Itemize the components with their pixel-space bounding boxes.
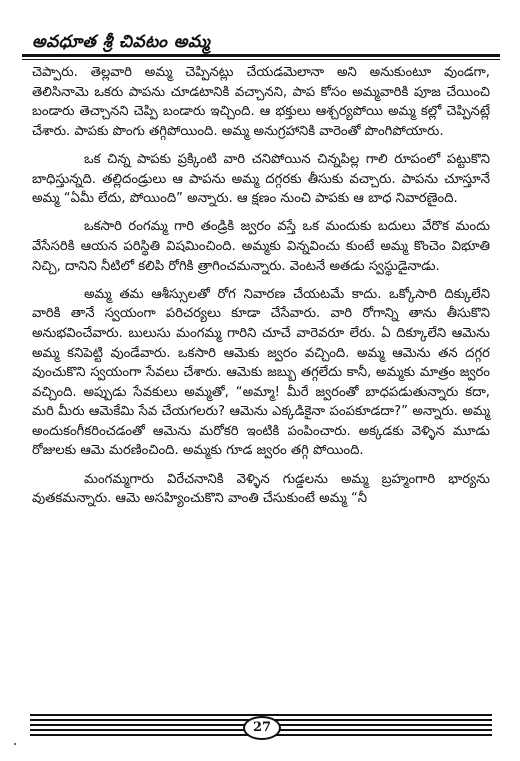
page-footer (30, 710, 492, 746)
paragraph: ఒక చిన్న పాపకు ప్రక్కింటి వారి చనిపోయిన చిన్నపిల్ల గాలి రూపంలో పట్టుకొని బాధిస్తున్నది. తల్లిదండ్రులు ఆ పాపను అమ్మ దగ్గరకు తీసుకు వచ్చారు. పాపను చూస్తూనే అమ్మ “ఏమీ లేదు, పోయింది” అన్నారు. ఆ క్షణం నుంచి పాపకు ఆ బాధ నివారణైంది. (32, 151, 490, 207)
paragraph: అమ్మ తమ ఆశీస్సులతో రోగ నివారణ చేయటమే కాదు. ఒక్కోసారి దిక్కులేని వారికి తానే స్వయంగా పరిచర్యలు కూడా చేసేవారు. వారి రోగాన్ని తాను తీసుకొని అనుభవించేవారు. బులుసు మంగమ్మ గారిని చూచే వారెవరూ లేరు. ఏ దిక్కూలేని ఆమెను అమ్మ కనిపెట్టి వుండేవారు. ఒకసారి ఆమెకు జ్వరం వచ్చింది. అమ్మ ఆమెను తన దగ్గర వుంచుకొని స్వయంగా సేవలు చేశారు. ఆమెకు జబ్బు తగ్గలేదు కానీ, అమ్మకు మాత్రం జ్వరం వచ్చింది. అప్పుడు సేవకులు అమ్మతో, “అమ్మా! మీరే జ్వరంతో బాధపడుతున్నారు కదా, మరి మీరు ఆమెకేమి సేవ చేయగలరు? ఆమెను ఎక్కడికైనా పంపకూడదా?” అన్నారు. అమ్మ అందుకంగీకరించడంతో ఆమెను మరోకరి ఇంటికి పంపించారు. అక్కడకు వెళ్ళిన మూడు రోజులకు ఆమె మరణించింది. అమ్మకు గూడ జ్వరం తగ్గి పోయింది. (32, 286, 490, 459)
header-rule-thick (22, 54, 500, 57)
paragraph: చెప్పారు. తెల్లవారి అమ్మ చెప్పినట్లు చేయడమెలానా అని అనుకుంటూ వుండగా, తెలిసినామె ఒకరు పాపను చూడటానికి వచ్చానని, పాప కోసం అమ్మవారికి పూజ చేయించి బండారు తెచ్చానని చెప్పి బండారు ఇచ్చింది. ఆ భక్తులు ఆశ్చర్యపోయి అమ్మ కల్లో చెప్పినట్లే చేశారు. పాపకు పొంగు తగ్గిపోయింది. అమ్మ అనుగ్రహానికి వారెంతో పొంగిపోయారు. (32, 65, 490, 139)
scan-speck (14, 743, 16, 745)
header-rule-thin (22, 59, 500, 60)
body-text (32, 63, 490, 517)
paragraph: మంగమ్మగారు విరేచనానికి వెళ్ళిన గుడ్డలను అమ్మ బ్రహ్మంగారి భార్యను వుతకమన్నారు. ఆమె అసహ్యించుకొని వాంతి చేసుకుంటే అమ్మ “నీ (32, 471, 490, 507)
running-header (22, 26, 500, 56)
paragraph: ఒకసారి రంగమ్మ గారి తండ్రికి జ్వరం వస్తే ఒక మందుకు బదులు వేరొక మందు వేసేసరికి ఆయన పరిస్థితి విషమించింది. అమ్మకు విన్నవించు కుంటే అమ్మ కొంచెం విభూతి నిచ్చి, దానిని నీటిలో కలిపి రోగికి త్రాగించమన్నారు. వెంటనే అతడు స్వస్థుడైనాడు. (32, 219, 490, 274)
page-number: 27 (243, 716, 281, 740)
header-title: అవధూత శ్రీ చివటం అమ్మ (32, 32, 211, 52)
